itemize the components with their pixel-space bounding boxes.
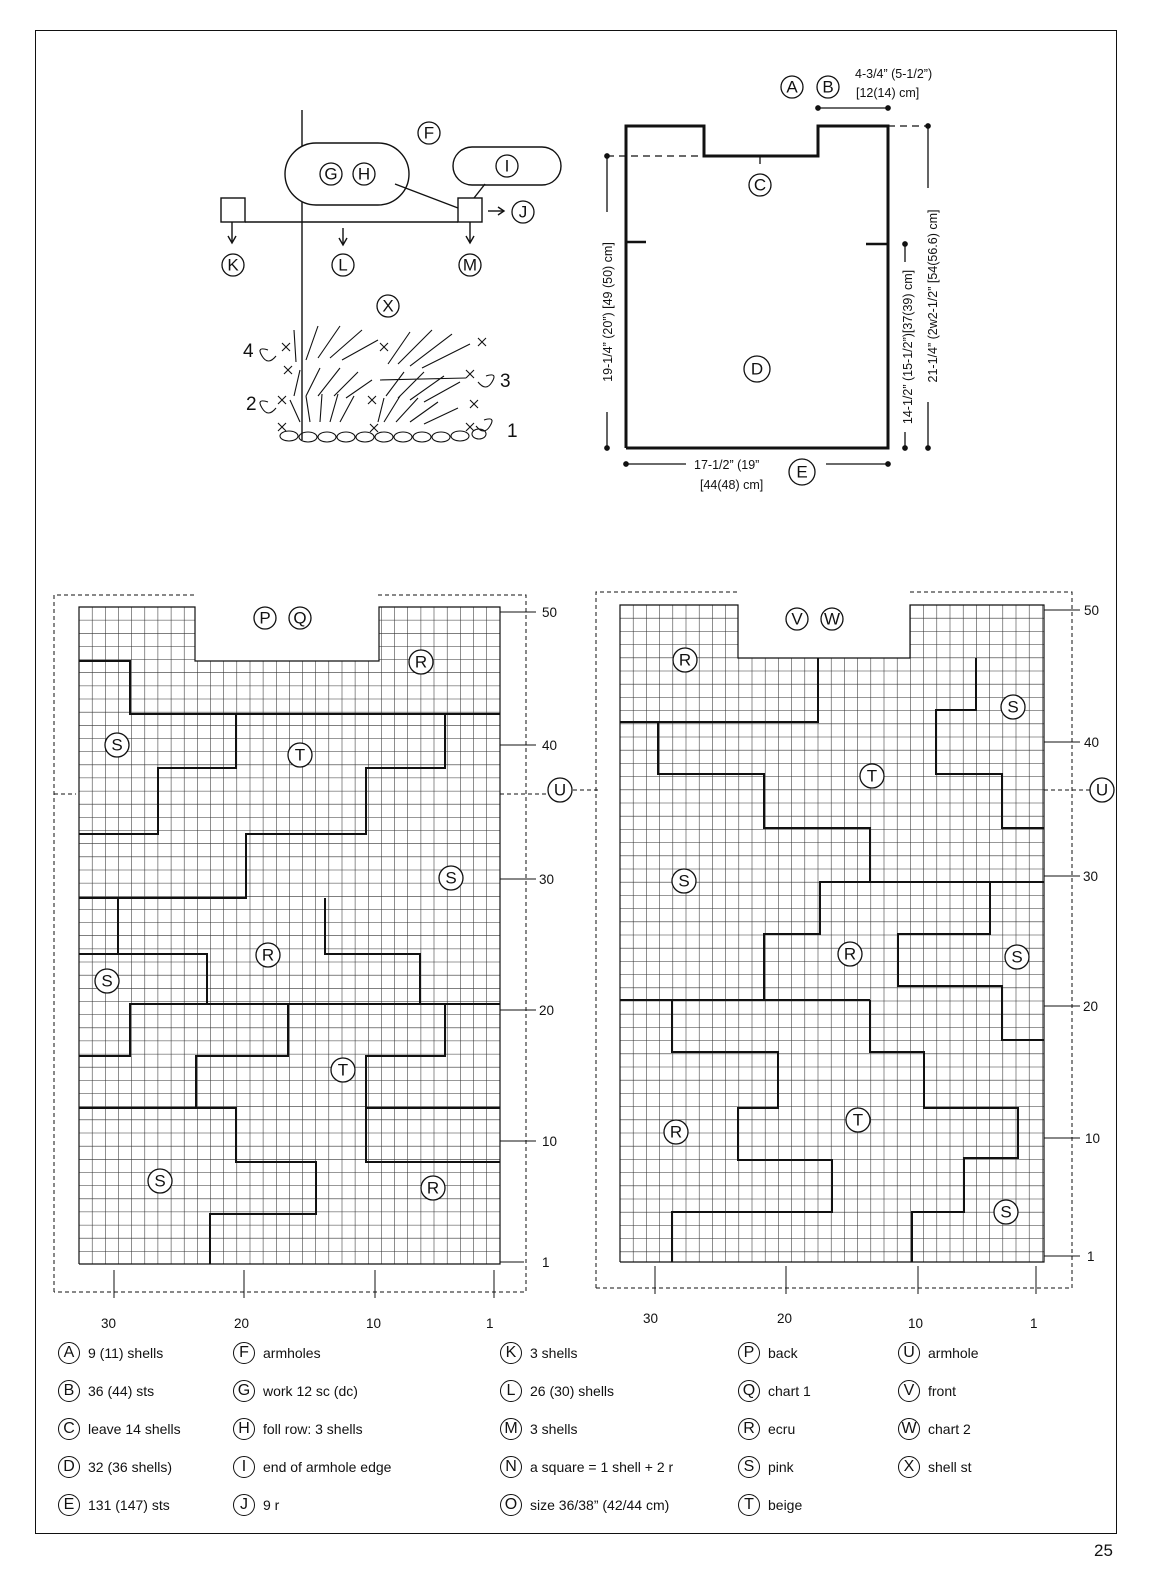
zone-label: R xyxy=(669,1122,683,1142)
callout-w: W xyxy=(823,609,841,629)
legend-text: a square = 1 shell + 2 r xyxy=(530,1459,674,1475)
row-tick-1: 1 xyxy=(1087,1249,1095,1264)
row-number-3: 3 xyxy=(500,371,511,392)
chain-row xyxy=(280,429,486,442)
legend-text: 131 (147) sts xyxy=(88,1497,170,1513)
legend-text: front xyxy=(928,1383,957,1399)
legend-key: A xyxy=(58,1342,80,1364)
col-tick-20: 20 xyxy=(234,1316,250,1331)
legend-key: M xyxy=(500,1418,522,1440)
callout-h: H xyxy=(357,164,371,184)
legend-item-l xyxy=(500,1380,614,1402)
zone-label: S xyxy=(445,868,457,888)
legend-text: beige xyxy=(768,1497,803,1513)
callout-u-right: U xyxy=(1095,780,1109,800)
legend-item-h xyxy=(233,1418,363,1440)
chart-front-row-ticks xyxy=(1044,610,1080,1256)
callout-k: K xyxy=(227,255,239,275)
callout-m: M xyxy=(462,255,478,275)
chart-front-col-ticks xyxy=(655,1266,1036,1294)
legend-key: L xyxy=(500,1380,522,1402)
row-tick-50: 50 xyxy=(1084,603,1100,618)
legend-key: R xyxy=(738,1418,760,1440)
chart-back-col-ticks xyxy=(114,1270,494,1298)
zone-label: S xyxy=(101,971,113,991)
callout-i: I xyxy=(504,156,510,176)
legend-key: F xyxy=(233,1342,255,1364)
callout-q: Q xyxy=(293,608,307,628)
legend-key: T xyxy=(738,1494,760,1516)
legend-item-d xyxy=(58,1456,172,1478)
col-tick-20: 20 xyxy=(777,1311,793,1326)
chart-front xyxy=(596,592,1100,1331)
legend-key: V xyxy=(898,1380,920,1402)
col-tick-1: 1 xyxy=(486,1316,494,1331)
zone-label: T xyxy=(294,745,306,765)
row-tick-40: 40 xyxy=(542,738,558,753)
legend-text: ecru xyxy=(768,1421,796,1437)
callout-f: F xyxy=(423,123,435,143)
legend-key: N xyxy=(500,1456,522,1478)
legend-key: D xyxy=(58,1456,80,1478)
callout-p: P xyxy=(259,608,271,628)
legend-item-b xyxy=(58,1380,154,1402)
legend-key: P xyxy=(738,1342,760,1364)
zone-label: T xyxy=(852,1110,864,1130)
legend-text: 3 shells xyxy=(530,1421,578,1437)
legend-item-u xyxy=(898,1342,979,1364)
col-tick-30: 30 xyxy=(101,1316,117,1331)
col-tick-10: 10 xyxy=(366,1316,382,1331)
callout-j: J xyxy=(518,202,528,222)
legend-item-c xyxy=(58,1418,181,1440)
callout-x: X xyxy=(382,296,394,316)
legend-key: E xyxy=(58,1494,80,1516)
callout-e: E xyxy=(796,462,808,482)
legend-item-v xyxy=(898,1380,956,1402)
chart-front-color-zones xyxy=(620,658,1044,1262)
legend-item-s xyxy=(738,1456,794,1478)
dim-top-line1: 4-3/4” (5-1/2”) xyxy=(855,67,933,81)
legend-text: 9 (11) shells xyxy=(88,1345,164,1361)
legend-item-n xyxy=(500,1456,673,1478)
legend-key: O xyxy=(500,1494,522,1516)
legend-key: Q xyxy=(738,1380,760,1402)
legend-key: C xyxy=(58,1418,80,1440)
legend-item-a xyxy=(58,1342,163,1364)
callout-u: U xyxy=(553,780,567,800)
row-number-2: 2 xyxy=(246,394,257,415)
legend-item-q xyxy=(738,1380,811,1402)
legend-key: H xyxy=(233,1418,255,1440)
col-tick-1: 1 xyxy=(1030,1316,1038,1331)
callout-g: G xyxy=(324,164,338,184)
row-tick-20: 20 xyxy=(1083,999,1099,1014)
zone-label: S xyxy=(111,735,123,755)
zone-label: R xyxy=(426,1178,440,1198)
legend-key: S xyxy=(738,1456,760,1478)
callout-b: B xyxy=(822,77,834,97)
zone-label: S xyxy=(1007,697,1019,717)
legend-text: shell st xyxy=(928,1459,972,1475)
dim-right-inner: 14-1/2” (15-1/2”)[37(39) cm] xyxy=(901,269,915,425)
legend-key: I xyxy=(233,1456,255,1478)
legend-key: J xyxy=(233,1494,255,1516)
zone-label: S xyxy=(1000,1202,1012,1222)
legend-text: chart 2 xyxy=(928,1421,971,1437)
zone-label: R xyxy=(843,944,857,964)
zone-label: S xyxy=(678,871,690,891)
callout-l: L xyxy=(338,255,348,275)
callout-v: V xyxy=(791,609,803,629)
dim-bottom-line2: [44(48) cm] xyxy=(700,478,764,492)
legend-item-o xyxy=(500,1494,669,1516)
zone-label: R xyxy=(678,650,692,670)
legend-key: G xyxy=(233,1380,255,1402)
zone-label: S xyxy=(1011,947,1023,967)
legend-item-e xyxy=(58,1494,170,1516)
row-tick-10: 10 xyxy=(1085,1131,1101,1146)
legend-text: 36 (44) sts xyxy=(88,1383,155,1399)
legend-text: 32 (36 shells) xyxy=(88,1459,173,1475)
legend-item-f xyxy=(233,1342,321,1364)
legend-text: work 12 sc (dc) xyxy=(263,1383,358,1399)
row-tick-30: 30 xyxy=(1083,869,1099,884)
callout-d: D xyxy=(750,359,764,379)
col-tick-30: 30 xyxy=(643,1311,659,1326)
col-tick-10: 10 xyxy=(908,1316,924,1331)
row-tick-10: 10 xyxy=(542,1134,558,1149)
legend-text: back xyxy=(768,1345,798,1361)
legend-item-w xyxy=(898,1418,971,1440)
page-number: 25 xyxy=(1094,1541,1113,1560)
chart-back xyxy=(54,595,557,1331)
dc-fans xyxy=(290,326,470,424)
legend-text: size 36/38” (42/44 cm) xyxy=(530,1497,670,1513)
row-tick-30: 30 xyxy=(539,872,555,887)
shell-stitch-symbols xyxy=(260,326,494,442)
legend-item-r xyxy=(738,1418,795,1440)
legend-text: foll row: 3 shells xyxy=(263,1421,363,1437)
legend-item-g xyxy=(233,1380,358,1402)
legend-item-m xyxy=(500,1418,577,1440)
row-tick-20: 20 xyxy=(539,1003,555,1018)
callout-c: C xyxy=(753,175,767,195)
legend-item-k xyxy=(500,1342,577,1364)
legend-item-i xyxy=(233,1456,391,1478)
legend-text: leave 14 shells xyxy=(88,1421,181,1437)
legend-key: X xyxy=(898,1456,920,1478)
row-tick-50: 50 xyxy=(542,605,558,620)
dim-right-outer: 21-1/4” (2w2-1/2” [54(56.6) cm] xyxy=(926,209,940,383)
dim-left: 19-1/4” (20”) [49 (50) cm] xyxy=(601,242,615,382)
legend-text: 26 (30) shells xyxy=(530,1383,615,1399)
legend-item-j xyxy=(233,1494,279,1516)
legend-item-x xyxy=(898,1456,972,1478)
legend-key: B xyxy=(58,1380,80,1402)
legend-text: armhole xyxy=(928,1345,979,1361)
zone-label: R xyxy=(261,945,275,965)
legend-item-t xyxy=(738,1494,802,1516)
dim-bottom-line1: 17-1/2” (19” xyxy=(694,458,760,472)
legend-item-p xyxy=(738,1342,798,1364)
zone-label: R xyxy=(414,652,428,672)
grid-lines xyxy=(79,607,500,1264)
zone-label: T xyxy=(337,1060,349,1080)
callout-a: A xyxy=(786,77,798,97)
legend-text: armholes xyxy=(263,1345,321,1361)
pattern-piece-dimension-lines xyxy=(605,106,930,466)
zone-label: T xyxy=(866,766,878,786)
row-tick-1: 1 xyxy=(542,1255,550,1270)
legend-key: W xyxy=(898,1418,920,1440)
legend-text: chart 1 xyxy=(768,1383,811,1399)
legend-key: K xyxy=(500,1342,522,1364)
chart-back-row-ticks xyxy=(500,612,536,1262)
legend-key: U xyxy=(898,1342,920,1364)
dim-top-line2: [12(14) cm] xyxy=(856,86,920,100)
legend-text: 3 shells xyxy=(530,1345,578,1361)
legend-text: 9 r xyxy=(263,1497,280,1513)
row-number-4: 4 xyxy=(243,341,254,362)
row-number-1: 1 xyxy=(507,421,518,442)
row-tick-40: 40 xyxy=(1084,735,1100,750)
legend-text: end of armhole edge xyxy=(263,1459,392,1475)
zone-label: S xyxy=(154,1171,166,1191)
legend-text: pink xyxy=(768,1459,794,1475)
chart-front-zone-labels xyxy=(664,648,1029,1224)
chart-back-grid xyxy=(79,607,500,1264)
